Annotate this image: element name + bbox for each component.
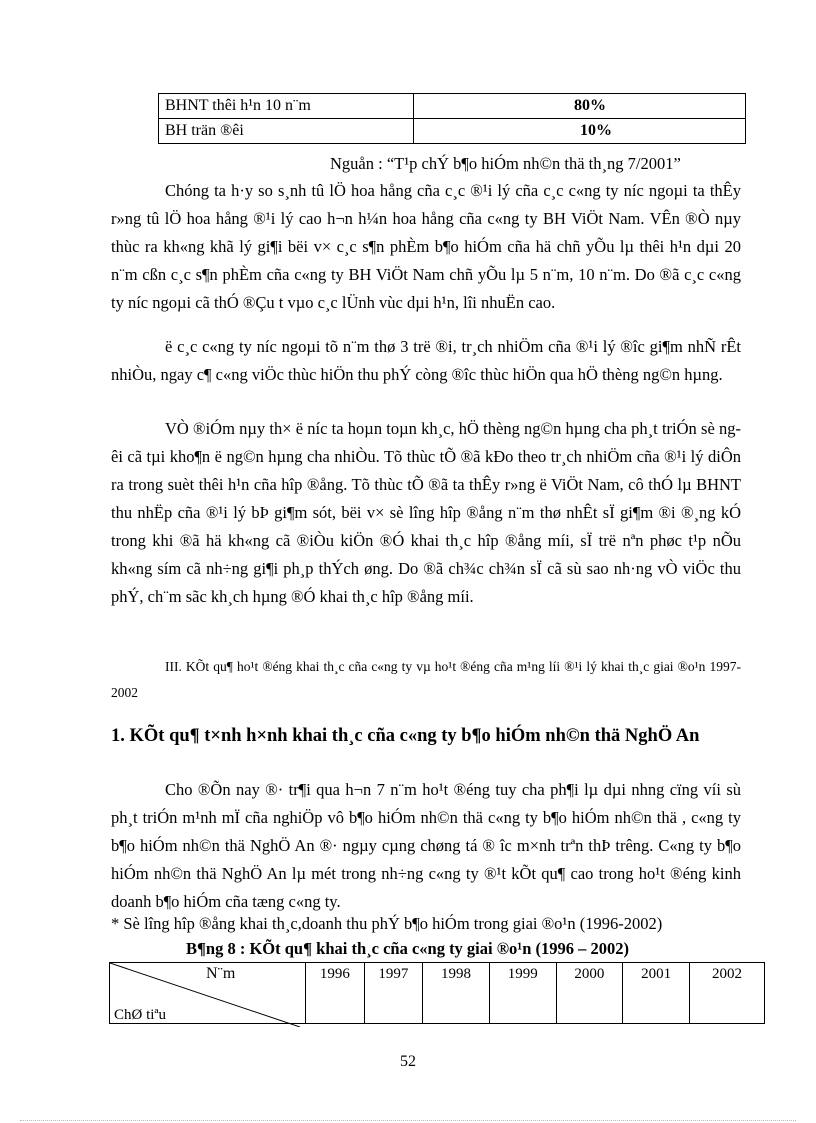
paragraph-text: VÒ ®iÓm nµy th× ë níc ta hoµn toµn kh¸c, hÖ thèng ng©n hµng cha ph¸t triÓn sè ngêi cã tµi kho¶n ë ng©n hµng cha nhiÒu. Tõ thùc tÕ ®ã kÐo theo tr¸ch nhiÖm cña ®¹i lý diÔn ra trong suèt thêi h¹n cña hîp ®ång. Tõ thùc tÕ ®ã ta thÊy r»ng ë ViÖt Nam, cô thÓ lµ BHNT thu nhËp cña ®¹i lý bÞ gi¶m sót, bëi v× sè lîng hîp ®ång n¨m thø nhÊt sÏ gi¶m ®i ®¸ng kÓ trong khi ®ã hä kh«ng cã ®iÒu kiÖn ®Ó khai th¸c hîp ®ång míi, sÏ trë nªn phøc t¹p nÕu kh«ng sím cã nh÷ng gi¶i ph¸p thÝch øng. Do ®ã ch¾c ch¾n sÏ cã sù sao nh·ng vÒ viÖc thu phÝ, ch¨m sãc kh¸ch hµng ®Ó khai th¸c hîp ®ång míi. <box>111 419 741 606</box>
year-header: 1999 <box>489 963 556 1024</box>
paragraph-1 <box>111 177 741 317</box>
year-header: 2000 <box>556 963 623 1024</box>
year-header: 1997 <box>364 963 423 1024</box>
table-row <box>159 119 746 144</box>
page-number: 52 <box>400 1053 416 1070</box>
top-table <box>158 93 746 144</box>
subheading: 1. KÕt qu¶ t×nh h×nh khai th¸c cña c«ng ty b¶o hiÓm nh©n thä NghÖ An <box>111 726 700 746</box>
bullet-note: * Sè lîng hîp ®ång khai th¸c,doanh thu phÝ b¶o hiÓm trong giai ®o¹n (1996-2002) <box>111 914 663 933</box>
paragraph-text: Cho ®Õn nay ®· tr¶i qua h¬n 7 n¨m ho¹t ®éng tuy cha ph¶i lµ dµi nhng cïng víi sù ph¸t triÓn m¹nh mÏ cña nghiÖp vô b¶o hiÓm nh©n thä c«ng ty b¶o hiÓm nh©n thä , c«ng ty b¶o hiÓm nh©n thä NghÖ An ®· ngµy cµng chøng tá ® îc m×nh trªn thÞ trêng. C«ng ty b¶o hiÓm nh©n thä NghÖ An lµ mét trong nh÷ng c«ng ty ®¹t kÕt qu¶ cao trong ho¹t ®éng kinh doanh b¶o hiÓm cña tæng c«ng ty. <box>111 780 741 911</box>
table-cell-value: 80% <box>413 94 745 119</box>
paragraph-2 <box>111 333 741 389</box>
table-row <box>159 94 746 119</box>
year-header: 1998 <box>423 963 490 1024</box>
results-table <box>109 962 765 1024</box>
corner-year-label: N¨m <box>206 965 236 982</box>
section-heading <box>111 654 741 706</box>
page-bottom-divider <box>20 1120 796 1121</box>
year-header: 1996 <box>306 963 365 1024</box>
table-cell-label: BHNT thêi h¹n 10 n¨m <box>159 94 414 119</box>
table-corner-cell <box>110 963 306 1024</box>
table-cell-label: BH trän ®êi <box>159 119 414 144</box>
section-heading-text: III. KÕt qu¶ ho¹t ®éng khai th¸c cña c«ng ty vµ ho¹t ®éng cña m¹ng líi ®¹i lý khai th¸c giai ®o¹n 1997-2002 <box>111 659 741 700</box>
source-citation: Nguån : “T¹p chÝ b¶o hiÓm nh©n thä th¸ng 7/2001” <box>330 154 681 173</box>
paragraph-text: Chóng ta h·y so s¸nh tû lÖ hoa hång cña c¸c ®¹i lý cña c¸c c«ng ty níc ngoµi ta thÊy r»ng tû lÖ hoa hång ®¹i lý cao h¬n h¼n hoa hång cña c«ng ty BH ViÖt Nam. VÊn ®Ò nµy thùc ra kh«ng khã lý gi¶i bëi v× c¸c s¶n phÈm b¶o hiÓm cña hä chñ yÕu lµ thêi h¹n dµi 20 n¨m cßn c¸c s¶n phÈm cña c«ng ty BH ViÖt Nam chñ yÕu lµ 5 n¨m, 10 n¨m. Do ®ã c¸c c«ng ty níc ngoµi cã thÓ ®Çu t vµo c¸c lÜnh vùc dµi h¹n, lîi nhuËn cao. <box>111 181 741 312</box>
paragraph-3 <box>111 415 741 611</box>
paragraph-4 <box>111 776 741 916</box>
table-cell-value: 10% <box>413 119 745 144</box>
table-caption: B¶ng 8 : KÕt qu¶ khai th¸c cña c«ng ty giai ®o¹n (1996 – 2002) <box>186 939 630 958</box>
year-header: 2001 <box>623 963 690 1024</box>
year-header: 2002 <box>689 963 764 1024</box>
corner-indicator-label: ChØ tiªu <box>114 1007 167 1023</box>
table-row <box>110 963 765 1024</box>
paragraph-text: ë c¸c c«ng ty níc ngoµi tõ n¨m thø 3 trë ®i, tr¸ch nhiÖm cña ®¹i lý ®îc gi¶m nhÑ rÊt nhiÒu, ngay c¶ c«ng viÖc thùc hiÖn thu phÝ còng ®îc thùc hiÖn qua hÖ thèng ng©n hµng. <box>111 337 741 384</box>
